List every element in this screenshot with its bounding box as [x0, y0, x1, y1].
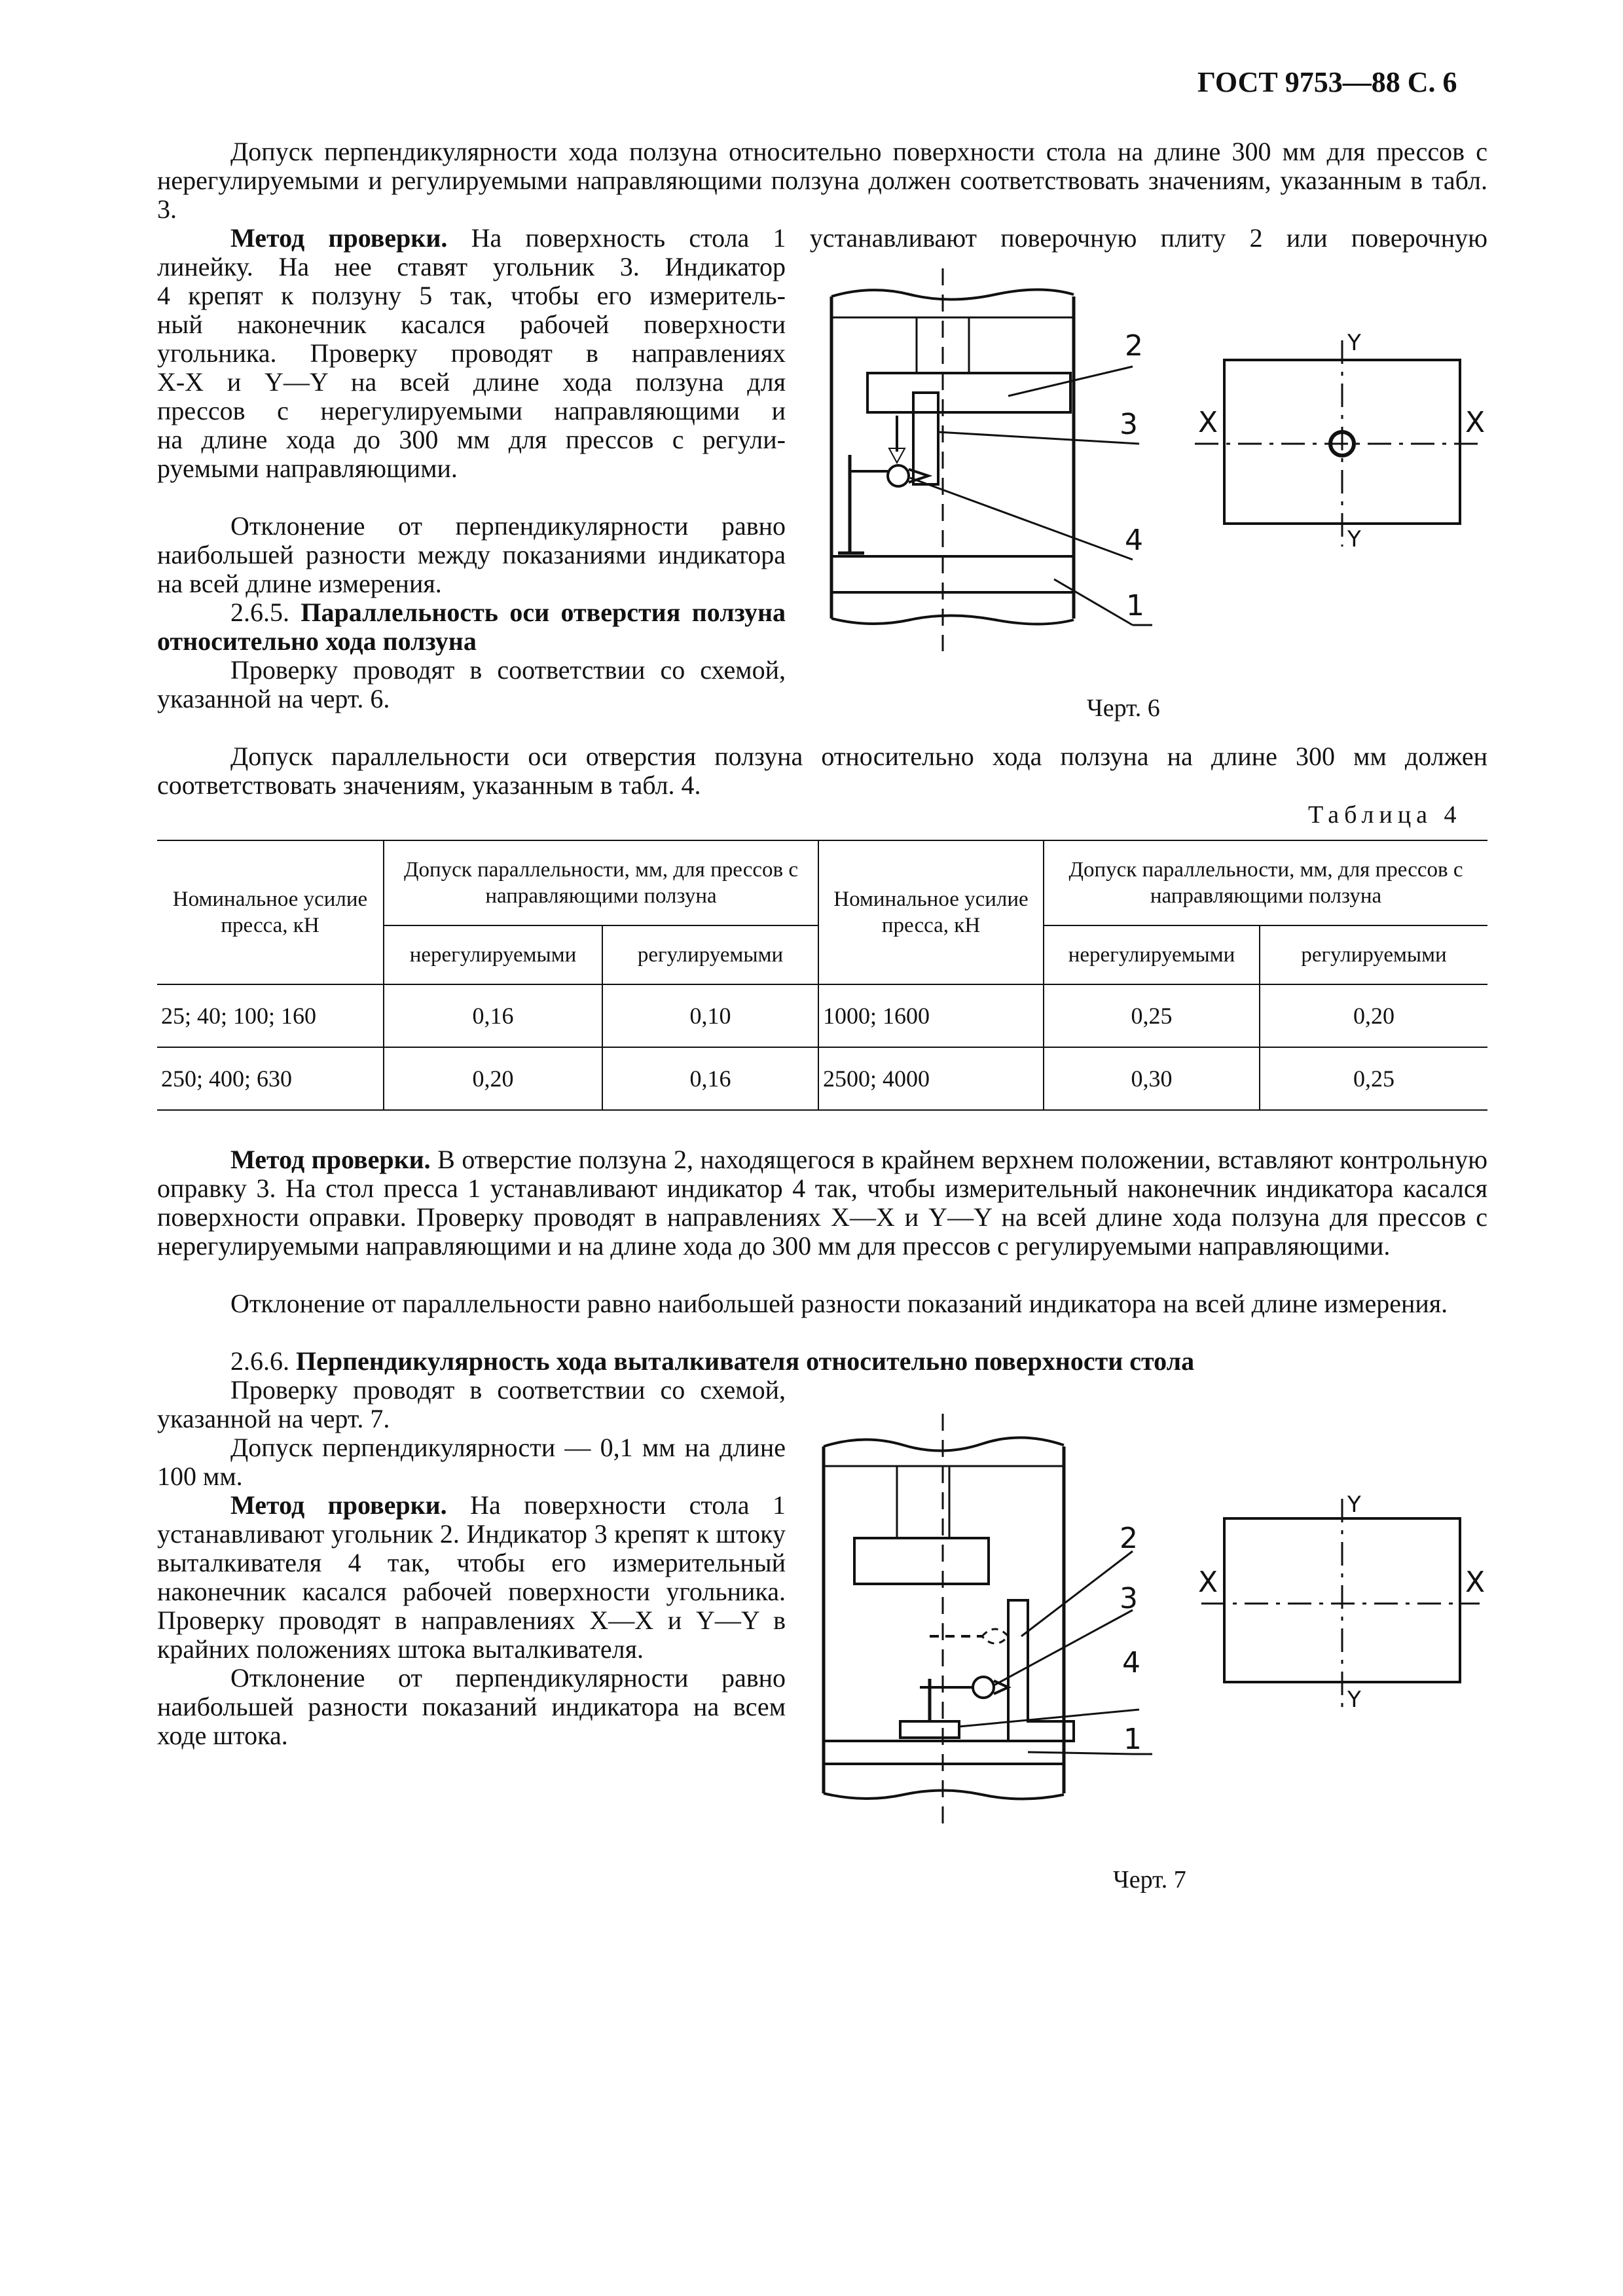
method1-line: на длине хода до 300 мм для прессов с регули- — [157, 425, 786, 454]
section-2-6-6 — [157, 1347, 1487, 1376]
section266-column — [157, 1376, 786, 1750]
method1-paragraph — [157, 224, 1487, 253]
fig6-label-y-bottom: Y — [1347, 526, 1361, 552]
table4-label: Таблица 4 — [1308, 801, 1462, 829]
fig7-indicator-3 — [973, 1677, 994, 1698]
table-4 — [157, 840, 1487, 1111]
fig7-label-3: 3 — [1120, 1582, 1138, 1615]
paragraph-tolerance-perpendicularity: Допуск перпендикулярности хода ползуна относительно поверхности стола на длине 300 мм для прессов с нерегулируемыми и регулируемыми направляющими ползуна должен соответствовать значениям, указанным в табл. 3. — [157, 137, 1487, 224]
header-regulated: регулируемыми — [602, 925, 818, 984]
fig6-indicator-4 — [888, 465, 909, 486]
fig6-square-3 — [913, 393, 938, 484]
method1-head: На поверхность стола 1 устанавливают поверочную плиту 2 или поверочную — [471, 223, 1487, 253]
method3-text: На поверхности стола 1 устанавливают угольник 2. Индикатор 3 крепят к штоку выталкивателя 4 так, чтобы его измерительный наконечник касался рабочей поверхности угольника. Проверку проводят в направлениях X—X и Y—Y в крайних положениях штока выталкивателя. — [157, 1490, 786, 1664]
method1-line: угольника. Проверку проводят в направлениях — [157, 338, 786, 368]
method1-line: 4 крепят к ползуну 5 так, чтобы его измеритель- — [157, 281, 786, 310]
fig7-label-y-bottom: Y — [1347, 1687, 1361, 1713]
method1-line: руемыми направляющими. — [157, 454, 458, 483]
section-number: 2.6.5. — [230, 598, 289, 627]
page-header: ГОСТ 9753—88 С. 6 — [1197, 66, 1457, 98]
cell-nominal: 25; 40; 100; 160 — [157, 984, 384, 1047]
cell-unreg-2: 0,30 — [1044, 1047, 1260, 1110]
fig6-label-y-top: Y — [1347, 330, 1361, 356]
fig7-label-x-left: X — [1198, 1566, 1218, 1599]
cell-reg-2: 0,20 — [1260, 984, 1487, 1047]
check265-paragraph: Проверку проводят в соответствии со схемой, указанной на черт. 6. — [157, 655, 786, 713]
cell-reg: 0,10 — [602, 984, 818, 1047]
deviation1-paragraph: Отклонение от перпендикулярности равно наибольшей разности между показаниями индикатора на всей длине измерения. — [157, 511, 786, 598]
cell-unreg: 0,16 — [384, 984, 602, 1047]
fig7-label-4: 4 — [1122, 1646, 1140, 1679]
section-number: 2.6.6. — [230, 1346, 289, 1376]
method2-text: В отверстие ползуна 2, находящегося в крайнем верхнем положении, вставляют контрольную оправку 3. На стол пресса 1 устанавливают индикатор 4 так, чтобы измерительный наконечник индикатора касался поверхности оправки. Проверку проводят в направлениях X—X и Y—Y на всей длине хода ползуна для прессов с нерегулируемыми направляющими и на длине хода до 300 мм для прессов с регулируемыми направляющими. — [157, 1145, 1487, 1261]
method2-paragraph — [157, 1145, 1487, 1261]
method3-label: Метод проверки. — [230, 1490, 447, 1520]
method1-column — [157, 253, 786, 483]
tolerance266-paragraph: Допуск перпендикулярности — 0,1 мм на длине 100 мм. — [157, 1433, 786, 1491]
method3-paragraph — [157, 1491, 786, 1664]
cell-nominal-2: 2500; 4000 — [818, 1047, 1044, 1110]
header-nominal-2: Номинальное усилие пресса, кН — [818, 840, 1044, 984]
cell-nominal: 250; 400; 630 — [157, 1047, 384, 1110]
fig6-label-4: 4 — [1125, 524, 1143, 557]
fig7-label-1: 1 — [1123, 1723, 1142, 1756]
deviation3-paragraph: Отклонение от перпендикулярности равно наибольшей разности показаний индикатора на всем ходе штока. — [157, 1663, 786, 1750]
fig6-plate-2 — [867, 373, 1070, 412]
fig7-pusher-4 — [900, 1721, 959, 1738]
table-header-row — [157, 840, 1487, 925]
cell-reg: 0,16 — [602, 1047, 818, 1110]
tolerance265-paragraph: Допуск параллельности оси отверстия ползуна относительно хода ползуна на длине 300 мм должен соответствовать значениям, указанным в табл. 4. — [157, 742, 1487, 800]
deviation2-paragraph: Отклонение от параллельности равно наибольшей разности показаний индикатора на всей длине измерения. — [230, 1289, 1448, 1318]
header-tolerance-group: Допуск параллельности, мм, для прессов с направляющими ползуна — [384, 840, 818, 925]
fig7-label-y-top: Y — [1347, 1492, 1361, 1518]
method2-label: Метод проверки. — [230, 1145, 431, 1174]
header-tolerance-group-2: Допуск параллельности, мм, для прессов с направляющими ползуна — [1044, 840, 1487, 925]
table-row — [157, 1047, 1487, 1110]
header-unregulated-2: нерегулируемыми — [1044, 925, 1260, 984]
method1-line: X-X и Y—Y на всей длине хода ползуна для — [157, 367, 786, 397]
figure7-drawing — [812, 1414, 1493, 1846]
fig6-label-x-right: X — [1465, 406, 1486, 439]
cell-unreg: 0,20 — [384, 1047, 602, 1110]
fig6-label-3: 3 — [1120, 408, 1138, 441]
cell-unreg-2: 0,25 — [1044, 984, 1260, 1047]
figure6-caption: Черт. 6 — [1087, 694, 1160, 722]
cell-nominal-2: 1000; 1600 — [818, 984, 1044, 1047]
fig7-label-x-right: X — [1465, 1566, 1486, 1599]
fig7-label-2: 2 — [1120, 1522, 1138, 1555]
method1-line: прессов с нерегулируемыми направляющими и — [157, 396, 786, 425]
header-unregulated: нерегулируемыми — [384, 925, 602, 984]
figure7-caption: Черт. 7 — [1113, 1866, 1186, 1893]
fig6-frame-top — [831, 290, 1074, 300]
method1-line: ный наконечник касался рабочей поверхности — [157, 310, 786, 339]
figure6-drawing — [812, 259, 1493, 677]
fig6-label-1: 1 — [1126, 589, 1144, 622]
method1-label: Метод проверки. — [230, 223, 448, 253]
header-nominal: Номинальное усилие пресса, кН — [157, 840, 384, 984]
section-title: Параллельность оси отверстия ползуна относительно хода ползуна — [157, 598, 786, 656]
table-row — [157, 984, 1487, 1047]
method1-line: линейку. На нее ставят угольник 3. Индикатор — [157, 252, 786, 281]
header-regulated-2: регулируемыми — [1260, 925, 1487, 984]
fig6-label-x-left: X — [1198, 406, 1218, 439]
section-title: Перпендикулярность хода выталкивателя относительно поверхности стола — [296, 1346, 1195, 1376]
fig6-label-2: 2 — [1125, 329, 1143, 363]
fig7-slide — [854, 1538, 989, 1584]
check266-paragraph: Проверку проводят в соответствии со схемой, указанной на черт. 7. — [157, 1375, 786, 1433]
cell-reg-2: 0,25 — [1260, 1047, 1487, 1110]
section-2-6-5 — [157, 598, 786, 656]
